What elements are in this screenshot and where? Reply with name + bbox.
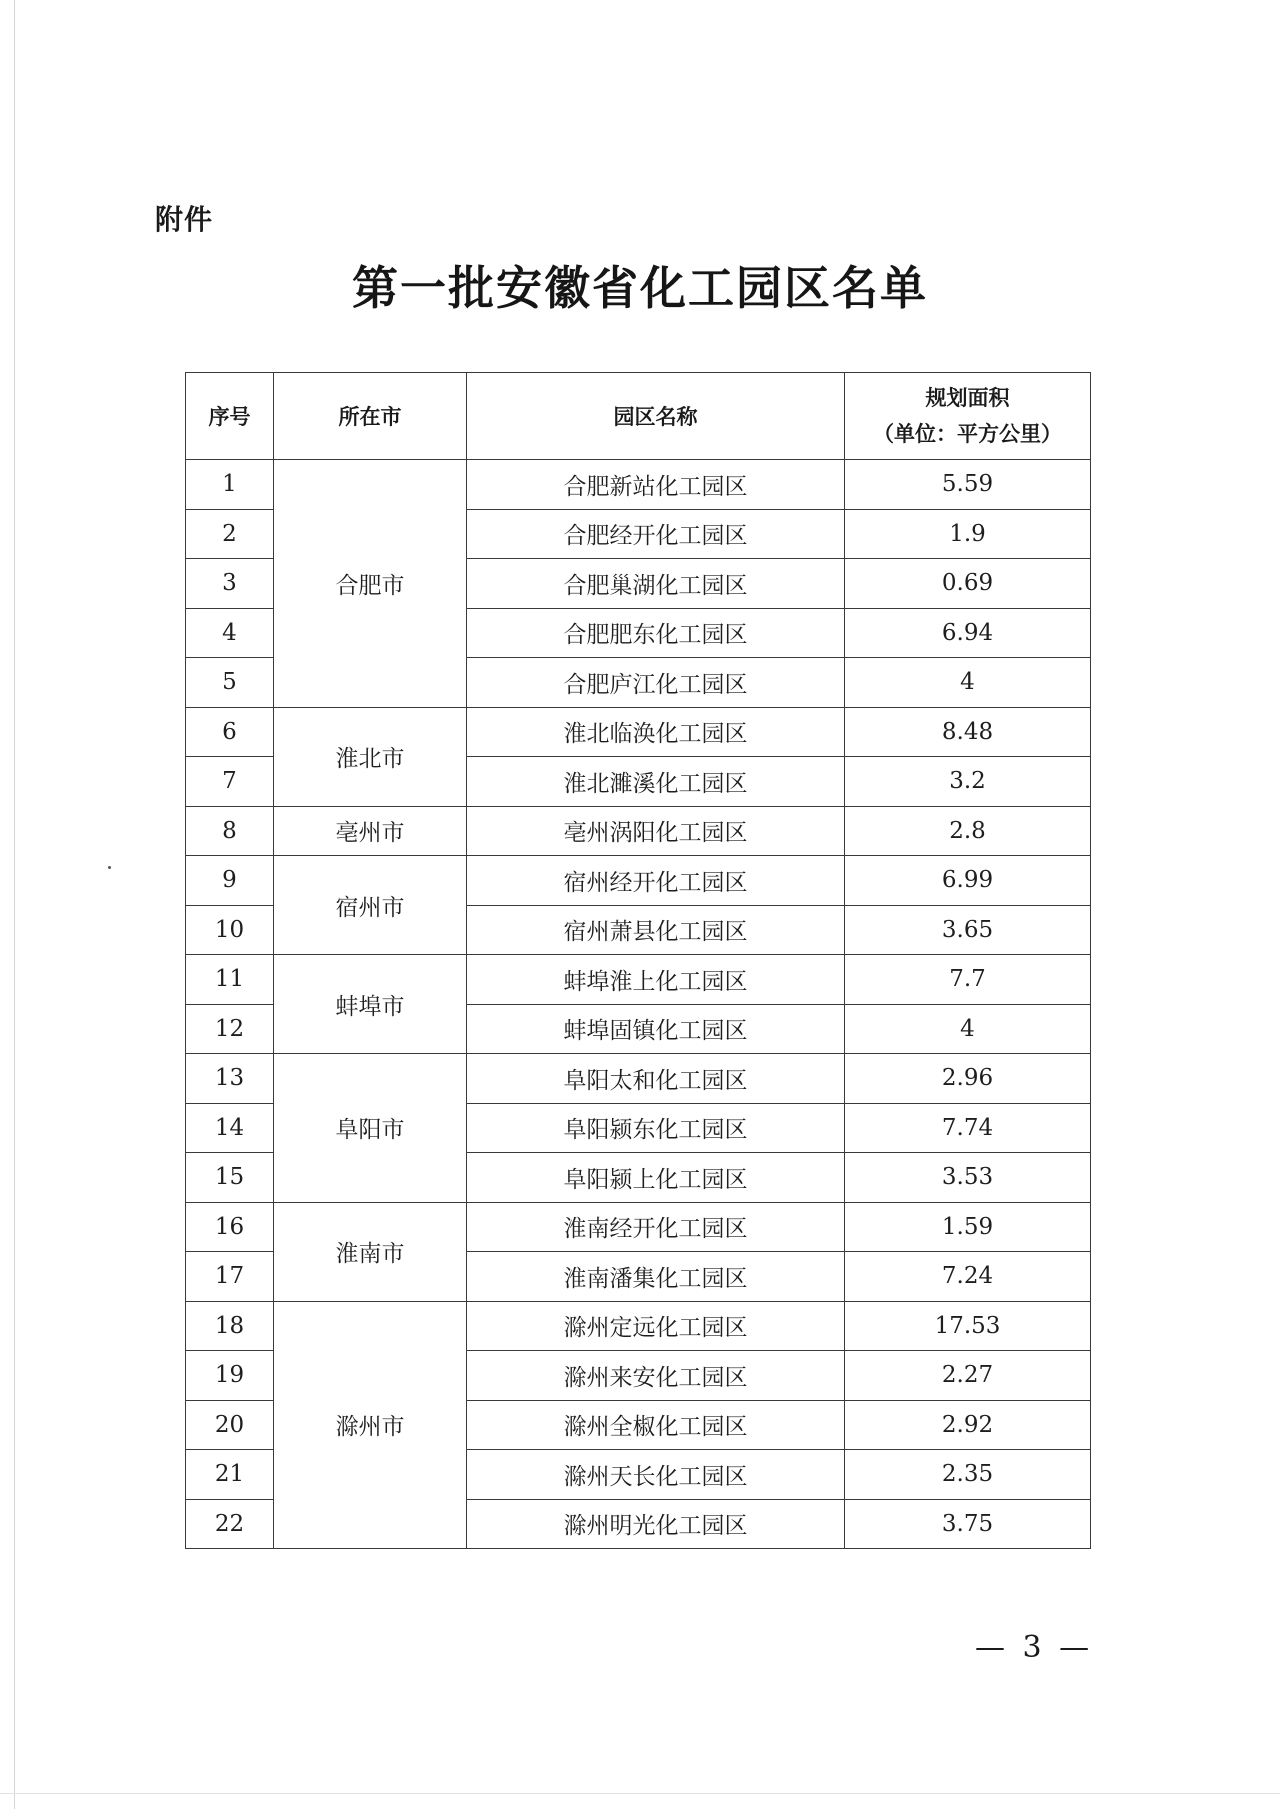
- cell-park-name: 淮北临涣化工园区: [467, 707, 845, 757]
- cell-park-name: 宿州经开化工园区: [467, 856, 845, 906]
- cell-index: 8: [186, 806, 274, 856]
- cell-park-name: 亳州涡阳化工园区: [467, 806, 845, 856]
- cell-park-name: 滁州全椒化工园区: [467, 1400, 845, 1450]
- cell-index: 10: [186, 905, 274, 955]
- page-edge-bottom: [0, 1793, 1280, 1794]
- cell-index: 22: [186, 1499, 274, 1549]
- cell-planned-area: 2.96: [845, 1054, 1091, 1104]
- cell-planned-area: 6.94: [845, 608, 1091, 658]
- cell-city: 合肥市: [274, 460, 467, 708]
- cell-park-name: 蚌埠淮上化工园区: [467, 955, 845, 1005]
- cell-planned-area: 2.92: [845, 1400, 1091, 1450]
- scan-speck: [108, 866, 111, 869]
- cell-park-name: 滁州定远化工园区: [467, 1301, 845, 1351]
- cell-city: 淮南市: [274, 1202, 467, 1301]
- table-row: [186, 707, 1091, 757]
- cell-planned-area: 3.65: [845, 905, 1091, 955]
- header-area-line1: 规划面积: [925, 386, 1010, 410]
- cell-planned-area: 4: [845, 658, 1091, 708]
- cell-index: 20: [186, 1400, 274, 1450]
- cell-index: 16: [186, 1202, 274, 1252]
- cell-index: 5: [186, 658, 274, 708]
- cell-planned-area: 7.7: [845, 955, 1091, 1005]
- cell-planned-area: 3.53: [845, 1153, 1091, 1203]
- document-title: 第一批安徽省化工园区名单: [352, 261, 928, 315]
- cell-planned-area: 6.99: [845, 856, 1091, 906]
- cell-index: 7: [186, 757, 274, 807]
- cell-planned-area: 0.69: [845, 559, 1091, 609]
- cell-park-name: 滁州明光化工园区: [467, 1499, 845, 1549]
- cell-index: 17: [186, 1252, 274, 1302]
- cell-park-name: 淮南潘集化工园区: [467, 1252, 845, 1302]
- cell-park-name: 淮北濉溪化工园区: [467, 757, 845, 807]
- table-header-row: [186, 373, 1091, 460]
- attachment-label: 附件: [155, 203, 214, 236]
- cell-index: 4: [186, 608, 274, 658]
- header-planned-area: [845, 373, 1091, 460]
- cell-planned-area: 3.75: [845, 1499, 1091, 1549]
- cell-city: 蚌埠市: [274, 955, 467, 1054]
- cell-park-name: 合肥庐江化工园区: [467, 658, 845, 708]
- cell-planned-area: 2.27: [845, 1351, 1091, 1401]
- cell-index: 13: [186, 1054, 274, 1104]
- cell-index: 14: [186, 1103, 274, 1153]
- cell-index: 1: [186, 460, 274, 510]
- cell-park-name: 合肥经开化工园区: [467, 509, 845, 559]
- park-list-table: [185, 372, 1091, 1549]
- cell-city: 滁州市: [274, 1301, 467, 1549]
- cell-park-name: 阜阳太和化工园区: [467, 1054, 845, 1104]
- table-body: [186, 460, 1091, 1549]
- cell-park-name: 阜阳颍东化工园区: [467, 1103, 845, 1153]
- table-row: [186, 955, 1091, 1005]
- table-row: [186, 460, 1091, 510]
- cell-index: 21: [186, 1450, 274, 1500]
- header-index: 序号: [186, 373, 274, 460]
- cell-index: 15: [186, 1153, 274, 1203]
- cell-planned-area: 1.59: [845, 1202, 1091, 1252]
- cell-index: 2: [186, 509, 274, 559]
- table-row: [186, 1301, 1091, 1351]
- park-list-table-container: [185, 372, 1090, 1549]
- cell-planned-area: 1.9: [845, 509, 1091, 559]
- header-area-line2: （单位：平方公里）: [873, 422, 1062, 446]
- cell-index: 18: [186, 1301, 274, 1351]
- cell-planned-area: 2.35: [845, 1450, 1091, 1500]
- cell-index: 12: [186, 1004, 274, 1054]
- cell-city: 宿州市: [274, 856, 467, 955]
- cell-city: 亳州市: [274, 806, 467, 856]
- cell-city: 阜阳市: [274, 1054, 467, 1203]
- cell-planned-area: 5.59: [845, 460, 1091, 510]
- table-row: [186, 806, 1091, 856]
- cell-park-name: 合肥肥东化工园区: [467, 608, 845, 658]
- table-row: [186, 1054, 1091, 1104]
- cell-index: 19: [186, 1351, 274, 1401]
- cell-planned-area: 3.2: [845, 757, 1091, 807]
- cell-park-name: 合肥巢湖化工园区: [467, 559, 845, 609]
- cell-park-name: 淮南经开化工园区: [467, 1202, 845, 1252]
- cell-planned-area: 4: [845, 1004, 1091, 1054]
- page-number: — 3 —: [975, 1630, 1094, 1665]
- cell-park-name: 滁州天长化工园区: [467, 1450, 845, 1500]
- cell-planned-area: 7.74: [845, 1103, 1091, 1153]
- cell-park-name: 阜阳颍上化工园区: [467, 1153, 845, 1203]
- cell-index: 6: [186, 707, 274, 757]
- header-park-name: 园区名称: [467, 373, 845, 460]
- cell-park-name: 宿州萧县化工园区: [467, 905, 845, 955]
- cell-park-name: 合肥新站化工园区: [467, 460, 845, 510]
- cell-planned-area: 2.8: [845, 806, 1091, 856]
- cell-park-name: 滁州来安化工园区: [467, 1351, 845, 1401]
- cell-planned-area: 17.53: [845, 1301, 1091, 1351]
- cell-planned-area: 8.48: [845, 707, 1091, 757]
- cell-park-name: 蚌埠固镇化工园区: [467, 1004, 845, 1054]
- cell-index: 3: [186, 559, 274, 609]
- cell-index: 9: [186, 856, 274, 906]
- cell-planned-area: 7.24: [845, 1252, 1091, 1302]
- cell-city: 淮北市: [274, 707, 467, 806]
- table-row: [186, 1202, 1091, 1252]
- cell-index: 11: [186, 955, 274, 1005]
- table-row: [186, 856, 1091, 906]
- header-city: 所在市: [274, 373, 467, 460]
